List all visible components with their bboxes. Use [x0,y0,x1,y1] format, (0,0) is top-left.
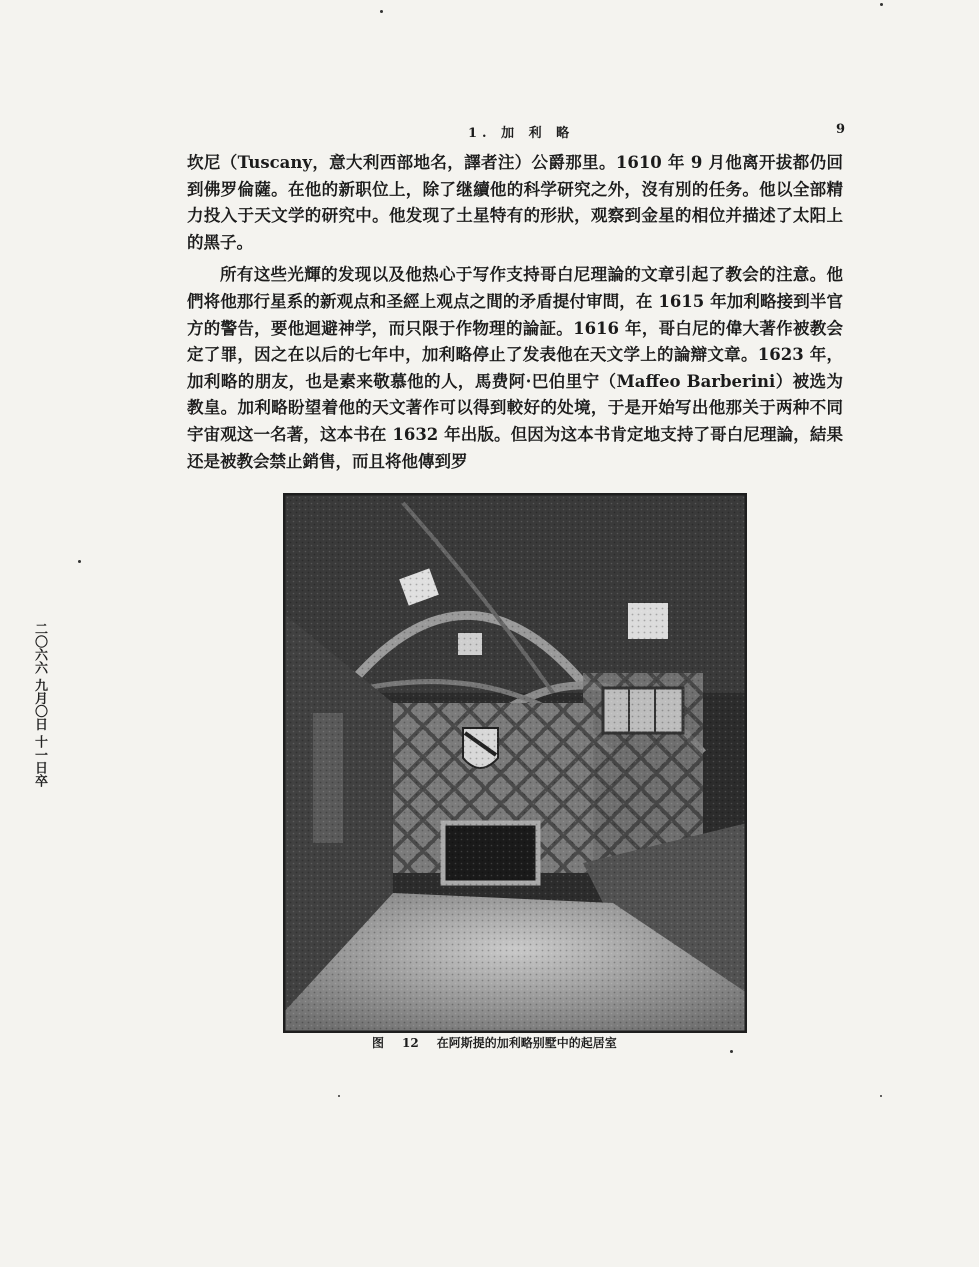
paragraph-1: 坎尼（Tuscany，意大利西部地名，譯者注）公爵那里。1610 年 9 月他离开拔都仍回到佛罗倫薩。在他的新职位上，除了继續他的科学研究之外，沒有別的任务。他以全部精力投入于天文学的研究中。他发现了土星特有的形狀，观察到金星的相位并描述了太阳上的黑子。 [187,153,843,252]
dust-speck [730,1050,733,1053]
dust-speck [78,560,81,563]
body-text [187,150,843,475]
page-number: 9 [836,122,846,137]
running-title: 1. 加 利 略 [468,126,575,141]
dust-speck [880,1095,882,1097]
figure-number: 12 [402,1036,419,1050]
figure-photo-living-room [283,493,747,1033]
figure-label: 图 [372,1036,385,1050]
figure-caption-text: 在阿斯提的加利略别墅中的起居室 [436,1036,617,1050]
dust-speck [880,3,883,6]
dust-speck [338,1095,340,1097]
halftone-photo [283,493,747,1033]
dust-speck [380,10,383,13]
page-header [0,122,979,142]
margin-stamp: 二〇六六 九月〇日 十一日卒 [32,622,47,788]
figure-caption [372,1034,617,1051]
paragraph-2: 所有这些光輝的发现以及他热心于写作支持哥白尼理論的文章引起了教会的注意。他們将他那行星系的新观点和圣經上观点之間的矛盾提付审問，在 1615 年加利略接到半官方的警告，要他迴避神学，而只限于作物理的論証。1616 年，哥白尼的偉大著作被教会定了罪，因之在以后的七年中，加利略停止了发表他在天文学上的論辯文章。1623 年，加利略的朋友，也是素来敬慕他的人，馬费阿·巴伯里宁（Maffeo Barberini）被选为教皇。加利略盼望着他的天文著作可以得到較好的处境，于是开始写出他那关于两种不同宇宙观这一名著，这本书在 1632 年出版。但因为这本书肯定地支持了哥白尼理論，結果还是被教会禁止銷售，而且将他傳到罗 [187,265,843,471]
